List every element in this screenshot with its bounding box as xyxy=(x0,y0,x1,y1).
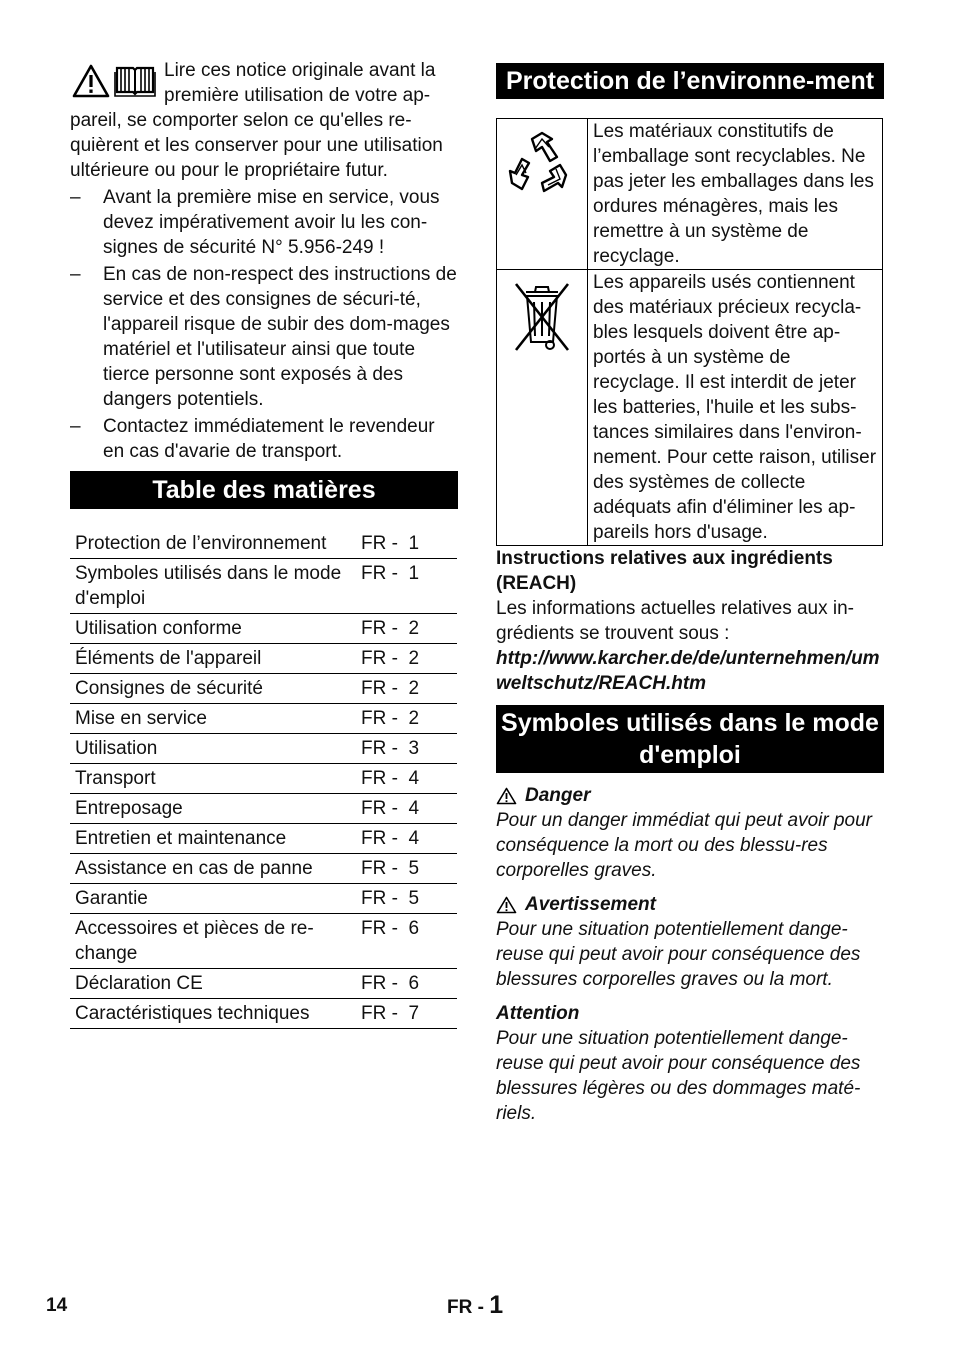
toc-row xyxy=(70,559,457,614)
reach-heading: Instructions relatives aux ingrédients (REACH) xyxy=(496,548,833,594)
toc-row xyxy=(70,969,457,999)
toc-row xyxy=(70,529,457,559)
toc-entry-label[interactable]: Transport xyxy=(70,764,357,794)
read-manual-book-icon xyxy=(114,64,156,98)
toc-heading: Table des matières xyxy=(70,471,458,509)
toc-entry-label[interactable]: Déclaration CE xyxy=(70,969,357,999)
danger-label: Danger xyxy=(525,785,591,806)
footer-section-code: FR - xyxy=(447,1297,484,1318)
list-item: – Avant la première mise en service, vous devez impérativement avoir lu les con-signes de sécurité N° 5.956-249 ! xyxy=(70,185,458,260)
toc-entry-page: FR - 7 xyxy=(357,999,457,1029)
toc-row xyxy=(70,884,457,914)
recycle-icon xyxy=(504,129,580,203)
toc-entry-label[interactable]: Entreposage xyxy=(70,794,357,824)
toc-entry-label[interactable]: Mise en service xyxy=(70,704,357,734)
left-column xyxy=(70,58,458,1029)
toc-entry-page: FR - 4 xyxy=(357,794,457,824)
toc-entry-label[interactable]: Symboles utilisés dans le mode d'emploi xyxy=(70,559,357,614)
footer-page-number: 14 xyxy=(46,1295,68,1316)
toc-row xyxy=(70,674,457,704)
toc-entry-page: FR - 2 xyxy=(357,704,457,734)
toc-entry-label[interactable]: Consignes de sécurité xyxy=(70,674,357,704)
toc-entry-label[interactable]: Utilisation conforme xyxy=(70,614,357,644)
warning-text: Pour une situation potentiellement dange-reuse qui peut avoir pour conséquence des blessures corporelles graves ou la mort. xyxy=(496,919,861,990)
toc-entry-label[interactable]: Assistance en cas de panne xyxy=(70,854,357,884)
toc-entry-label[interactable]: Entretien et maintenance xyxy=(70,824,357,854)
warning-heading xyxy=(496,892,884,917)
safety-bullet-list xyxy=(70,185,458,464)
toc-row xyxy=(70,824,457,854)
list-item: – Contactez immédiatement le revendeur en cas d'avarie de transport. xyxy=(70,414,458,464)
symbols-heading: Symboles utilisés dans le mode d'emploi xyxy=(496,705,884,773)
table-row xyxy=(497,119,883,270)
warning-triangle-icon xyxy=(72,64,110,98)
toc-entry-page: FR - 4 xyxy=(357,824,457,854)
right-column xyxy=(496,58,884,1126)
toc-row xyxy=(70,614,457,644)
table-row xyxy=(497,270,883,546)
toc-entry-label[interactable]: Utilisation xyxy=(70,734,357,764)
danger-text: Pour un danger immédiat qui peut avoir pour conséquence la mort ou des blessu-res corporelles graves. xyxy=(496,810,873,881)
toc-entry-page: FR - 3 xyxy=(357,734,457,764)
toc-entry-page: FR - 5 xyxy=(357,884,457,914)
warning-triangle-icon xyxy=(496,896,517,914)
toc-entry-page: FR - 5 xyxy=(357,854,457,884)
recycle-text-cell: Les matériaux constitutifs de l’emballage sont recyclables. Ne pas jeter les emballages dans les ordures ménagères, mais les remettre à un système de recyclage. xyxy=(588,119,883,270)
intro-icons xyxy=(72,64,156,98)
list-item: – En cas de non-respect des instructions de service et des consignes de sécuri-té, l'appareil risque de subir des dom-mages matériel et l'utilisateur ainsi que toute tierce personne sont exposés à des dangers potentiels. xyxy=(70,262,458,412)
toc-entry-page: FR - 1 xyxy=(357,529,457,559)
warning-label: Avertissement xyxy=(525,894,656,915)
intro-paragraph: Lire ces notice originale avant la première utilisation de votre ap-pareil, se comporter selon ce qu'elles re-quièrent et les conserver pour une utilisation ultérieure ou pour le propriétaire futur. xyxy=(70,60,443,181)
toc-entry-page: FR - 6 xyxy=(357,969,457,999)
toc-entry-label[interactable]: Accessoires et pièces de re-change xyxy=(70,914,357,969)
attention-text: Pour une situation potentiellement dange-reuse qui peut avoir pour conséquence des blessures légères ou des dommages maté-riels. xyxy=(496,1028,861,1124)
toc-row xyxy=(70,764,457,794)
attention-label: Attention xyxy=(496,1003,580,1024)
toc-entry-page: FR - 2 xyxy=(357,614,457,644)
toc-entry-label[interactable]: Caractéristiques techniques xyxy=(70,999,357,1029)
reach-link[interactable]: http://www.karcher.de/de/unternehmen/umweltschutz/REACH.htm xyxy=(496,648,880,694)
toc-entry-label[interactable]: Protection de l’environnement xyxy=(70,529,357,559)
toc-entry-page: FR - 2 xyxy=(357,644,457,674)
crossed-out-wheelie-bin-icon xyxy=(512,280,572,354)
danger-heading xyxy=(496,783,884,808)
footer-section-number: 1 xyxy=(489,1291,504,1319)
toc-row xyxy=(70,999,457,1029)
toc-row xyxy=(70,794,457,824)
toc-row xyxy=(70,854,457,884)
environment-heading: Protection de l’environne-ment xyxy=(496,63,884,99)
toc-row xyxy=(70,734,457,764)
toc-row xyxy=(70,644,457,674)
toc-entry-page: FR - 1 xyxy=(357,559,457,614)
toc-row xyxy=(70,704,457,734)
toc-entry-page: FR - 2 xyxy=(357,674,457,704)
toc-entry-page: FR - 4 xyxy=(357,764,457,794)
reach-text: Les informations actuelles relatives aux in-grédients se trouvent sous : xyxy=(496,598,855,644)
toc-entry-label[interactable]: Garantie xyxy=(70,884,357,914)
bin-text-cell: Les appareils usés contiennent des matériaux précieux recycla-bles lesquels doivent être ap-portés à un système de recyclage. Il est interdit de jeter les batteries, l'huile et les subs-tances similaires dans l'environ-nement. Pour cette raison, utiliser des systèmes de collecte adéquats afin d'éliminer les ap-pareils hors d'usage. xyxy=(588,270,883,546)
warning-triangle-icon xyxy=(496,787,517,805)
toc-row xyxy=(70,914,457,969)
intro-block xyxy=(70,58,458,183)
footer-section-page xyxy=(447,1293,503,1320)
bin-icon-cell xyxy=(497,270,588,546)
attention-heading xyxy=(496,1001,884,1026)
toc-entry-label[interactable]: Éléments de l'appareil xyxy=(70,644,357,674)
toc-table xyxy=(70,529,457,1029)
recycle-icon-cell xyxy=(497,119,588,270)
toc-entry-page: FR - 6 xyxy=(357,914,457,969)
environment-table xyxy=(496,118,883,546)
